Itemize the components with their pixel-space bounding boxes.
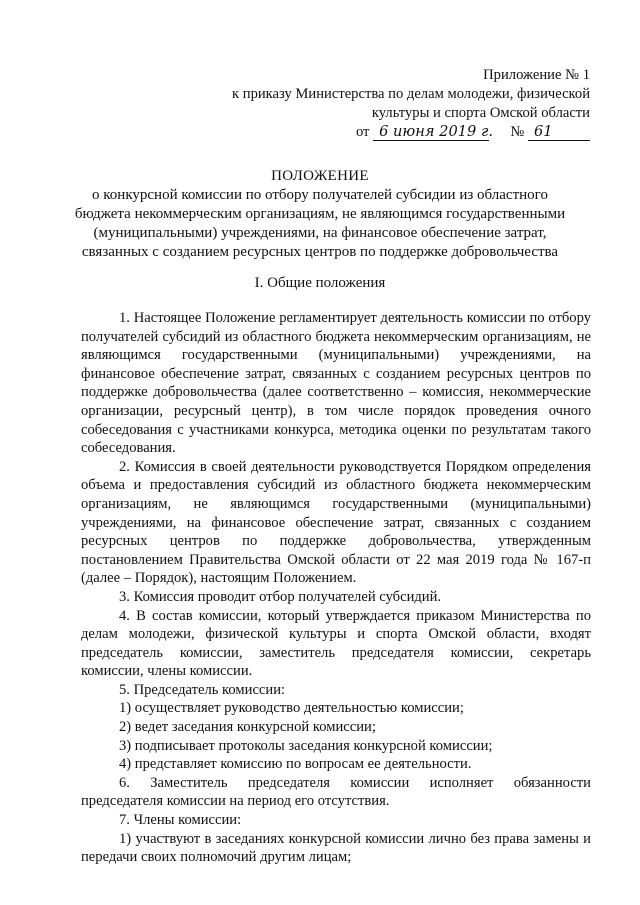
appendix-line-1: Приложение № 1 [483,67,590,83]
list-item-5-2: 2) ведет заседания конкурсной комиссии; [119,719,376,736]
from-label: от [355,124,370,140]
paragraph-7: 7. Члены комиссии: [119,812,242,829]
appendix-date-line [232,123,590,142]
subtitle-line-4: связанных с созданием ресурсных центров по поддержке добровольчества [81,244,559,260]
number-label: № [510,124,525,140]
list-item-5-4: 4) представляет комиссию по вопросам ее деятельности. [119,756,472,773]
document-body [81,309,591,867]
section-heading: I. Общие положения [254,275,386,291]
subtitle-line-3: (муниципальными) учреждениями, на финансовое обеспечение затрат, [93,225,547,241]
paragraph-3: 3. Комиссия проводит отбор получателей субсидий. [119,588,442,605]
list-item-7-1: 1) участвуют в заседаниях конкурсной комиссии лично без права замены и передачи своих полномочий другим лицам; [81,830,591,866]
document-title [60,167,580,262]
paragraph-5: 5. Председатель комиссии: [119,681,286,698]
paragraph-6: 6. Заместитель председателя комиссии исполняет обязанности председателя комиссии на период его отсутствия. [81,774,591,810]
list-item-5-1: 1) осуществляет руководство деятельностью комиссии; [119,700,464,717]
appendix-line-3: культуры и спорта Омской области [371,105,590,121]
paragraph-2: 2. Комиссия в своей деятельности руководствуется Порядком определения объема и предоставления субсидий из областного бюджета некоммерческим организациям, не являющимся государственными (муниципальными) учреждениями, на финансовое обеспечение затрат, связанных с созданием ресурсных центров по поддержке добровольчества, утвержденным постановлением Правительства Омской области от 22 мая 2019 года № 167-п (далее – Порядок), настоящим Положением. [81,458,591,587]
appendix-line-2: к приказу Министерства по делам молодежи, физической [232,86,590,102]
title-heading: ПОЛОЖЕНИЕ [271,168,369,184]
handwritten-number: 61 [528,124,590,141]
paragraph-4: 4. В состав комиссии, который утверждается приказом Министерства по делам молодежи, физической культуры и спорта Омской области, входят председатель комиссии, заместитель председателя комиссии, секретарь комиссии, члены комиссии. [81,607,591,680]
subtitle-line-2: бюджета некоммерческим организациям, не являющимся государственными [74,206,566,222]
handwritten-date: 6 июня 2019 г. [373,124,489,141]
list-item-5-3: 3) подписывает протоколы заседания конкурсной комиссии; [119,737,493,754]
appendix-header [232,66,590,142]
subtitle-line-1: о конкурсной комиссии по отбору получателей субсидии из областного [92,187,548,203]
paragraph-1: 1. Настоящее Положение регламентирует деятельность комиссии по отбору получателей субсидий из областного бюджета некоммерческим организациям, не являющимся государственными (муниципальными) учреждениями, на финансовое обеспечение затрат, связанных с созданием ресурсных центров по поддержке добровольчества (далее соответственно – комиссия, некоммерческие организации, ресурсный центр), в том числе порядок проведения очного собеседования с участниками конкурса, методика оценки по результатам такого собеседования. [81,310,591,457]
